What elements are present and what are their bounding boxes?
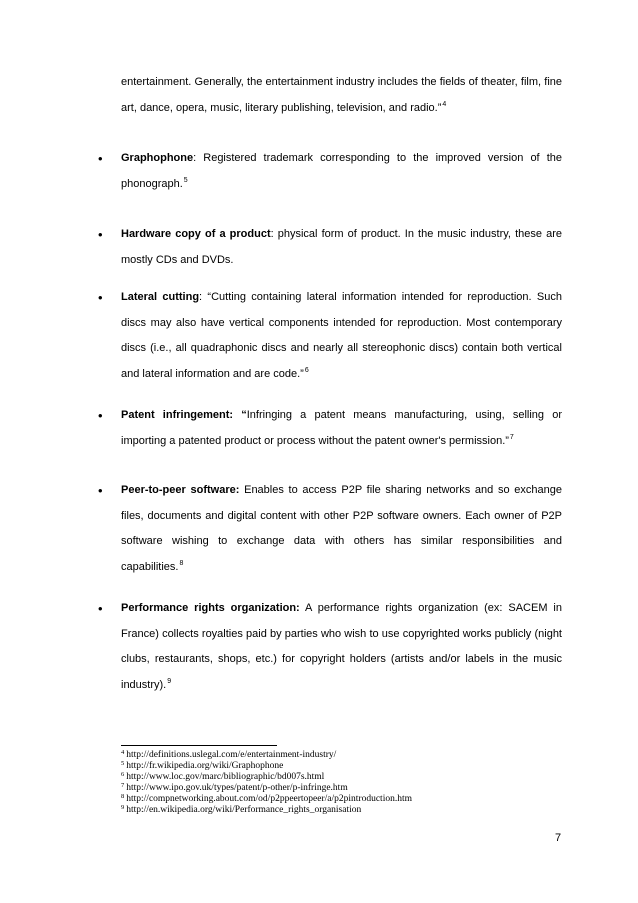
entry-definition: A performance rights organization (ex: SACEM in France) collects royalties paid by parties who wish to use copyrighted works publicly (night clubs, restaurants, shops, etc.) for copyright holders (artists and/or labels in the music industry).: [121, 602, 562, 691]
entry-text: [121, 478, 562, 580]
footnote-number: 7: [121, 782, 125, 789]
entry-text: [121, 285, 562, 387]
footnote-ref[interactable]: 9: [167, 677, 172, 685]
footnote-link[interactable]: http://compnetworking.about.com/od/p2ppeertopeer/a/p2pintroduction.htm: [126, 794, 412, 804]
continuation-paragraph: [121, 70, 562, 121]
footnotes: [121, 750, 562, 816]
entry-term: Lateral cutting: [121, 291, 200, 303]
bullet-icon: •: [98, 601, 103, 616]
footnote-item: [121, 761, 562, 772]
entry-definition: Enables to access P2P file sharing networks and so exchange files, documents and digital content with other P2P software owners. Each owner of P2P software wishing to exchange data with others has similar responsibilities and capabilities.: [121, 484, 562, 573]
footnote-link[interactable]: http://en.wikipedia.org/wiki/Performance_rights_organisation: [126, 805, 362, 815]
footnote-number: 6: [121, 771, 125, 778]
footnote-item: [121, 750, 562, 761]
footnote-item: [121, 783, 562, 794]
footnote-ref[interactable]: 4: [442, 100, 447, 108]
footnote-number: 8: [121, 793, 125, 800]
footnote-item: [121, 772, 562, 783]
glossary-entry-performance-rights: [98, 596, 562, 698]
entry-term: Peer-to-peer software:: [121, 484, 240, 496]
entry-text: [121, 146, 562, 197]
footnote-separator: [121, 745, 277, 746]
glossary-entry-hardware-copy: [98, 222, 562, 273]
footnote-ref[interactable]: 7: [509, 433, 514, 441]
entry-term: Patent infringement: “: [121, 409, 247, 421]
bullet-icon: •: [98, 290, 103, 305]
footnote-link[interactable]: http://www.loc.gov/marc/bibliographic/bd007s.html: [126, 772, 325, 782]
entry-term: Graphophone: [121, 152, 194, 164]
page-number: 7: [555, 832, 562, 844]
footnote-item: [121, 805, 562, 816]
footnote-number: 5: [121, 760, 125, 767]
footnote-link[interactable]: http://fr.wikipedia.org/wiki/Graphophone: [126, 761, 284, 771]
footnote-number: 9: [121, 804, 125, 811]
glossary-entry-peer-to-peer: [98, 478, 562, 580]
bullet-icon: •: [98, 408, 103, 423]
glossary-entry-patent-infringement: [98, 403, 562, 454]
bullet-icon: •: [98, 151, 103, 166]
entry-term: Hardware copy of a product: [121, 228, 271, 240]
entry-definition: Infringing a patent means manufacturing, using, selling or importing a patented product or process without the patent owner's permission.”: [121, 409, 562, 447]
entry-text: [121, 222, 562, 273]
continuation-text: entertainment. Generally, the entertainment industry includes the fields of theater, film, fine art, dance, opera, music, literary publishing, television, and radio.”: [121, 76, 562, 114]
entry-definition: : physical form of product. In the music industry, these are mostly CDs and DVDs.: [121, 228, 562, 266]
entry-text: [121, 596, 562, 698]
footnote-number: 4: [121, 749, 125, 756]
entry-definition: : “Cutting containing lateral information intended for reproduction. Such discs may also have vertical components intended for reproduction. Most contemporary discs (i.e., all quadraphonic discs and nearly all stereophonic discs) contain both vertical and lateral information and are code.”: [121, 291, 562, 380]
footnote-item: [121, 794, 562, 805]
glossary-entry-graphophone: [98, 146, 562, 197]
footnote-link[interactable]: http://definitions.uslegal.com/e/entertainment-industry/: [126, 750, 337, 760]
entry-text: [121, 403, 562, 454]
entry-definition: : Registered trademark corresponding to the improved version of the phonograph.: [121, 152, 562, 190]
footnote-link[interactable]: http://www.ipo.gov.uk/types/patent/p-other/p-infringe.htm: [126, 783, 348, 793]
bullet-icon: •: [98, 227, 103, 242]
footnote-ref[interactable]: 5: [183, 176, 188, 184]
entry-term: Performance rights organization:: [121, 602, 300, 614]
footnote-ref[interactable]: 8: [179, 559, 184, 567]
footnote-ref[interactable]: 6: [304, 366, 309, 374]
glossary-entry-lateral-cutting: [98, 285, 562, 387]
bullet-icon: •: [98, 483, 103, 498]
